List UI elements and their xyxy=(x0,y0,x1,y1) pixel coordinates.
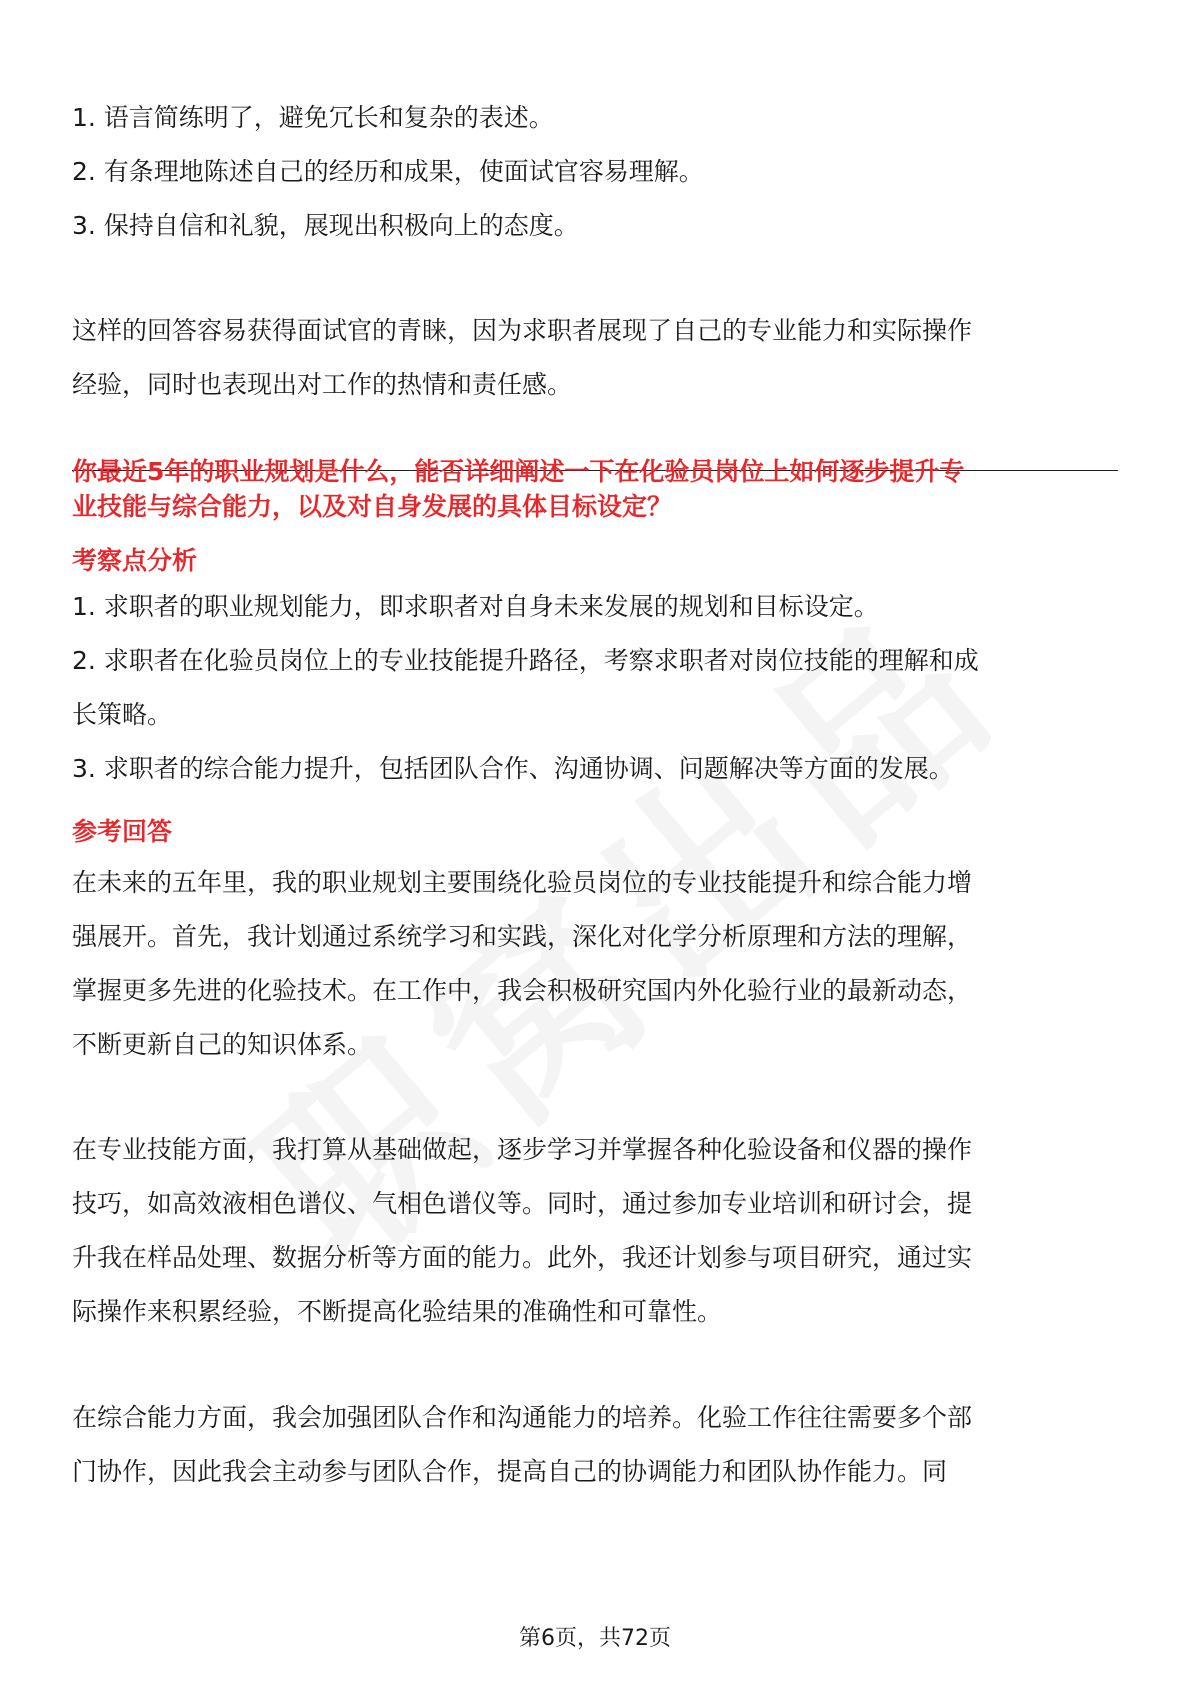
list-item: 3. 保持自信和礼貌，展现出积极向上的态度。 xyxy=(72,211,579,240)
answer-line: 强展开。首先，我计划通过系统学习和实践，深化对化学分析原理和方法的理解， xyxy=(72,922,973,951)
answer-line: 在专业技能方面，我打算从基础做起，逐步学习并掌握各种化验设备和仪器的操作 xyxy=(72,1135,973,1164)
answer-line: 门协作，因此我会主动参与团队合作，提高自己的协调能力和团队协作能力。同 xyxy=(72,1457,948,1486)
list-item: 2. 求职者在化验员岗位上的专业技能提升路径，考察求职者对岗位技能的理解和成 xyxy=(72,646,979,675)
analysis-heading: 考察点分析 xyxy=(72,546,198,575)
list-item: 2. 有条理地陈述自己的经历和成果，使面试官容易理解。 xyxy=(72,157,704,186)
question-line: 你最近5年的职业规划是什么，能否详细阐述一下在化验员岗位上如何逐步提升专 xyxy=(72,457,965,486)
answer-line: 升我在样品处理、数据分析等方面的能力。此外，我还计划参与项目研究，通过实 xyxy=(72,1243,973,1272)
answer-line: 掌握更多先进的化验技术。在工作中，我会积极研究国内外化验行业的最新动态， xyxy=(72,976,973,1005)
list-item: 3. 求职者的综合能力提升，包括团队合作、沟通协调、问题解决等方面的发展。 xyxy=(72,754,954,783)
answer-line: 技巧，如高效液相色谱仪、气相色谱仪等。同时，通过参加专业培训和研讨会，提 xyxy=(72,1189,973,1218)
page-number: 第6页，共72页 xyxy=(519,1626,671,1651)
document-page xyxy=(72,0,1118,1684)
list-item: 1. 求职者的职业规划能力，即求职者对自身未来发展的规划和目标设定。 xyxy=(72,592,879,621)
summary-line: 这样的回答容易获得面试官的青睐，因为求职者展现了自己的专业能力和实际操作 xyxy=(72,316,973,345)
question-line: 业技能与综合能力，以及对自身发展的具体目标设定？ xyxy=(72,492,673,521)
answer-line: 际操作来积累经验，不断提高化验结果的准确性和可靠性。 xyxy=(72,1297,723,1326)
answer-line: 在未来的五年里，我的职业规划主要围绕化验员岗位的专业技能提升和综合能力增 xyxy=(72,868,973,897)
answer-line: 在综合能力方面，我会加强团队合作和沟通能力的培养。化验工作往往需要多个部 xyxy=(72,1403,973,1432)
list-item: 1. 语言简练明了，避免冗长和复杂的表述。 xyxy=(72,103,554,132)
list-item: 长策略。 xyxy=(72,700,173,729)
answer-heading: 参考回答 xyxy=(72,817,173,846)
summary-line: 经验，同时也表现出对工作的热情和责任感。 xyxy=(72,370,573,399)
answer-line: 不断更新自己的知识体系。 xyxy=(72,1030,373,1059)
